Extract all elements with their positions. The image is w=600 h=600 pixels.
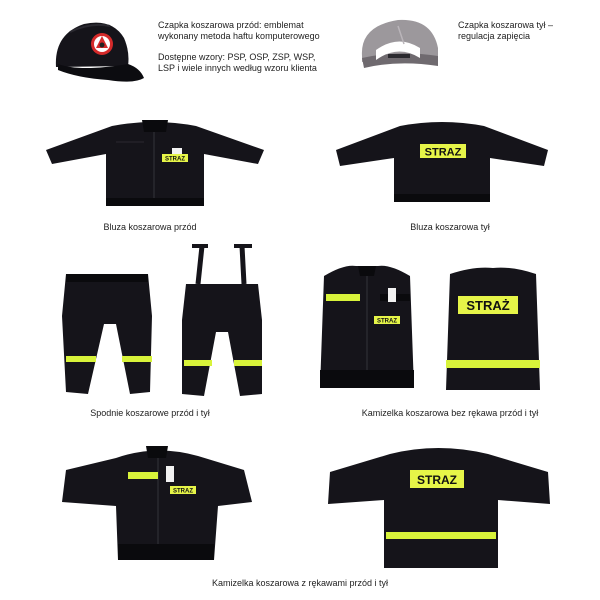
vest-front-image [318,258,416,394]
sleeved-vest-front-patch-text: STRAZ [173,488,193,495]
cap-back-description [458,20,578,42]
vest-back-patch-text: STRAŻ [466,298,510,313]
jacket-front-patch-text: STRAZ [165,156,185,163]
cap-front-description [158,20,328,74]
vest-front-patch-text: STRAZ [377,318,397,325]
cap-back-description-line2: regulacja zapięcia [458,31,531,41]
caption-trousers: Spodnie koszarowe przód i tył [90,408,210,418]
caption-vest-sleeveless: Kamizelka koszarowa bez rękawa przód i tył [361,408,539,418]
cap-back-image [358,14,442,74]
jacket-back-image [334,118,550,204]
caption-vest-sleeved: Kamizelka koszarowa z rękawami przód i tył [211,578,389,588]
cap-front-variants-line1: Dostępne wzory: PSP, OSP, ZSP, WSP, [158,52,316,62]
cap-front-description-line1: Czapka koszarowa przód: emblemat [158,20,304,30]
trousers-front-image [60,244,160,402]
sleeved-vest-front-image [58,440,254,566]
caption-jacket-back: Bluza koszarowa tył [410,222,490,232]
cap-back-description-line1: Czapka koszarowa tył – [458,20,554,30]
cap-front-variants-line2: LSP i wiele innych według wzoru klienta [158,63,317,73]
sleeved-vest-back-patch-text: STRAZ [417,473,457,487]
caption-jacket-front: Bluza koszarowa przód [103,222,197,232]
sleeved-vest-back-image [326,442,552,572]
jacket-back-patch-text: STRAZ [424,146,462,159]
jacket-front-image [44,112,266,210]
vest-back-image [444,262,542,394]
trousers-back-image [172,244,272,402]
cap-front-image [50,12,146,88]
cap-front-description-line2: wykonany metoda haftu komputerowego [158,31,320,41]
